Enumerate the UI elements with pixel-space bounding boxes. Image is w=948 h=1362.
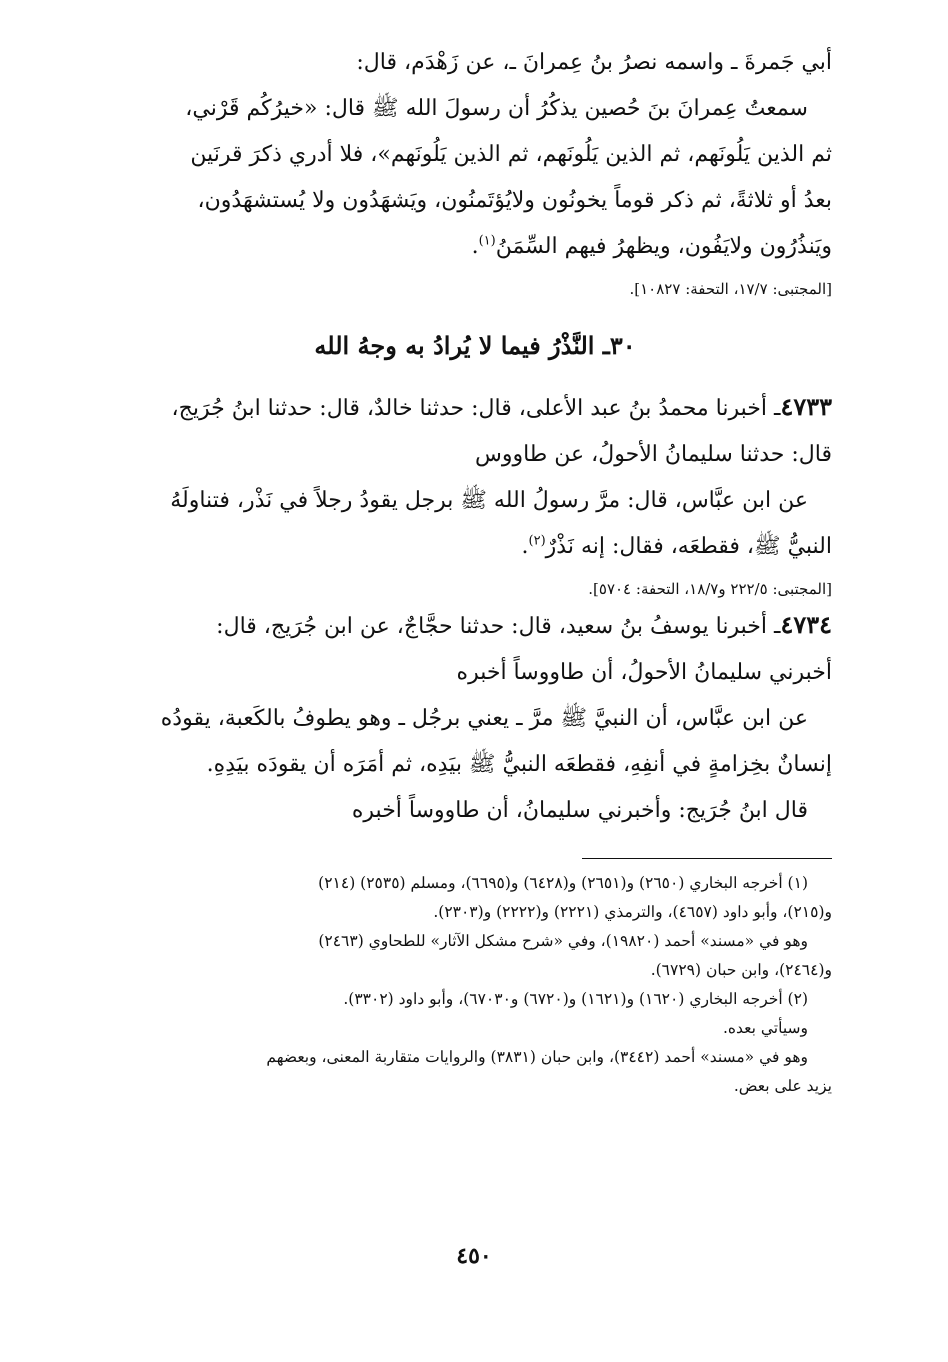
text-line: أخبرني سليمانُ الأحولُ، أن طاووساً أخبره bbox=[456, 660, 832, 685]
hadith-4733-matn bbox=[118, 478, 832, 570]
footnote-line: و(٢٤٦٤)، وابن حبان (٦٧٢٩). bbox=[650, 961, 832, 979]
text-line: ٤٧٣٤ـ أخبرنا يوسفُ بنُ سعيد، قال: حدثنا حجَّاجٌ، عن ابن جُرَيج، قال: bbox=[216, 610, 832, 639]
text-line: ثم الذين يَلُونَهم، ثم الذين يَلُونَهم، ثم الذين يَلُونَهم»، فلا أدري ذكرَ قرنَين bbox=[190, 142, 832, 167]
hadith-number: ٤٧٣٤ bbox=[780, 610, 832, 639]
hadith-number: ٤٧٣٣ bbox=[780, 392, 832, 421]
source-reference: [المجتبى: ١٧/٧، التحفة: ١٠٨٢٧]. bbox=[629, 280, 832, 298]
footnote-1 bbox=[118, 869, 832, 985]
text-line: ويَنذُرُون ولايَفُون، ويظهرُ فيهم السِّمَنُ$^{(١)}$. bbox=[471, 233, 832, 259]
hadith-4734-isnad bbox=[118, 602, 832, 696]
footnote-marker[interactable]: (٢) bbox=[528, 533, 546, 549]
page-content bbox=[118, 40, 832, 1340]
footnote-line: وهو في «مسند» أحمد (١٩٨٢٠)، وفي «شرح مشكل الآثار» للطحاوي (٢٤٦٣) bbox=[318, 932, 808, 950]
footnotes bbox=[118, 869, 832, 1101]
top-passage bbox=[118, 40, 832, 270]
text-line: قال: حدثنا سليمانُ الأحولُ، عن طاووس bbox=[474, 442, 832, 467]
chapter-heading: ٣٠ـ النَّذْرُ فيما لا يُرادُ به وجهُ الله bbox=[314, 331, 636, 360]
footnote-line: و(٢١٥)، وأبو داود (٤٦٥٧)، والترمذي (٢٢٢١) و(٢٢٢٢) و(٢٣٠٣). bbox=[433, 903, 832, 921]
footnote-line: وسيأتي بعده. bbox=[722, 1019, 808, 1037]
page-number: ٤٥٠ bbox=[456, 1243, 492, 1269]
hadith-4733-isnad bbox=[118, 384, 832, 478]
footnote-2 bbox=[118, 985, 832, 1101]
source-reference: [المجتبى: ٢٢٢/٥ و١٨/٧، التحفة: ٥٧٠٤]. bbox=[588, 580, 832, 598]
footnote-marker[interactable]: (١) bbox=[478, 233, 496, 249]
footnote-line: (١) أخرجه البخاري (٢٦٥٠) و(٢٦٥١) و(٦٤٢٨) و(٦٦٩٥)، ومسلم (٢٥٣٥) (٢١٤) bbox=[318, 874, 808, 892]
text-line: سمعتُ عِمرانَ بنَ حُصين يذكُرُ أن رسولَ الله ﷺ قال: «خيرُكُم قَرْني، bbox=[185, 96, 808, 121]
text-line: أبي جَمرةَ ـ واسمه نصرُ بنُ عِمرانَ ـ، عن زَهْدَم، قال: bbox=[356, 50, 832, 75]
text-line: إنسانٌ بخِزامةٍ في أنفِهِ، فقطعَه النبيُّ ﷺ بيَدِه، ثم أمَرَه أن يقودَه بيَدِهِ. bbox=[206, 752, 832, 777]
footnote-divider bbox=[582, 858, 832, 859]
footnote-line: يزيد على بعض. bbox=[733, 1077, 832, 1095]
footnote-line: (٢) أخرجه البخاري (١٦٢٠) و(١٦٢١) و(٦٧٢٠) و٦٧٠٣٠)، وأبو داود (٣٣٠٢). bbox=[343, 990, 808, 1008]
hadith-4734-matn bbox=[118, 696, 832, 834]
text-line: قال ابنُ جُرَيج: وأخبرني سليمانُ، أن طاووساً أخبره bbox=[351, 798, 808, 823]
text-line: بعدُ أو ثلاثةً، ثم ذكر قوماً يخونُون ولايُؤتَمنُون، ويَشهَدُون ولا يُستشهَدُون، bbox=[197, 188, 832, 213]
text-line: عن ابن عبَّاس، أن النبيَّ ﷺ مرَّ ـ يعني برجُل ـ وهو يطوفُ بالكَعبة، يقودُه bbox=[160, 706, 808, 731]
text-line: ٤٧٣٣ـ أخبرنا محمدُ بنُ عبد الأعلى، قال: حدثنا خالدٌ، قال: حدثنا ابنُ جُرَيج، bbox=[171, 392, 832, 421]
text-line: عن ابن عبَّاس، قال: مرَّ رسولُ الله ﷺ برجل يقودُ رجلاً في نَذْر، فتناولَهُ bbox=[170, 488, 808, 513]
text-line: النبيُّ ﷺ، فقطعَه، فقال: إنه نَذْرٌ$^{(٢)}$. bbox=[521, 533, 832, 559]
footnote-line: وهو في «مسند» أحمد (٣٤٤٢)، وابن حبان (٣٨٣١) والروايات متقاربة المعنى، وبعضهم bbox=[266, 1048, 808, 1066]
